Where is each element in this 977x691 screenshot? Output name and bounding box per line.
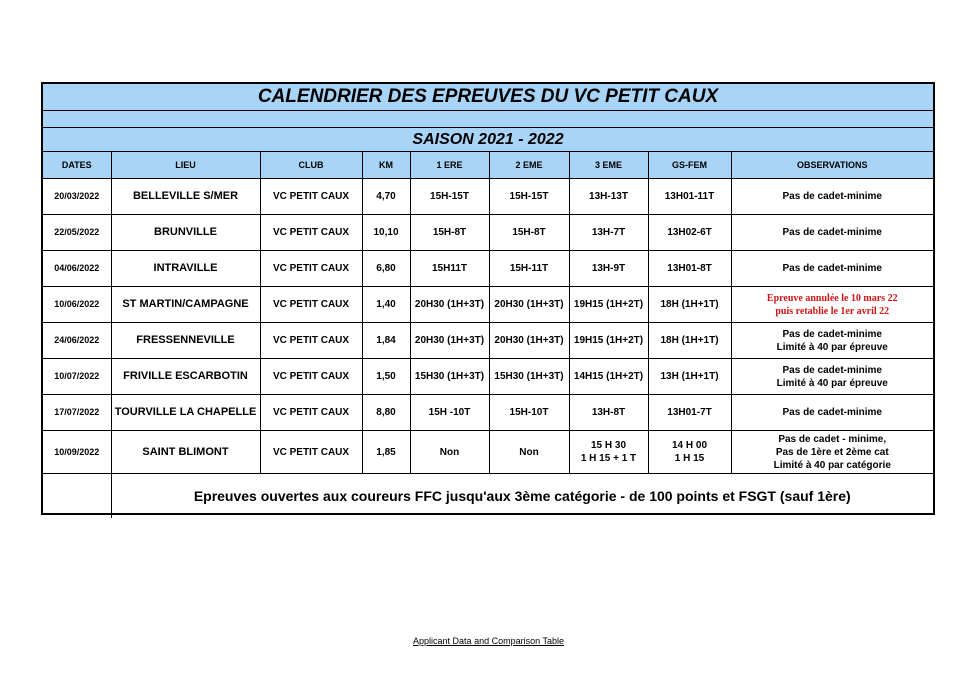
cell-observations: Pas de cadet-minime Limité à 40 par épreuve [731, 323, 933, 359]
col-header-observations: OBSERVATIONS [731, 152, 933, 179]
cell-date: 20/03/2022 [43, 179, 111, 215]
cell-observations: Pas de cadet - minime, Pas de 1ère et 2ème cat Limité à 40 par catégorie [731, 431, 933, 474]
table-row [43, 287, 933, 323]
title-spacer-band [43, 111, 933, 128]
cell-gsfem: 18H (1H+1T) [648, 323, 731, 359]
cell-gsfem: 18H (1H+1T) [648, 287, 731, 323]
cell-3eme: 19H15 (1H+2T) [569, 287, 648, 323]
cell-3eme: 15 H 30 1 H 15 + 1 T [569, 431, 648, 474]
cell-km: 6,80 [362, 251, 410, 287]
table-row [43, 323, 933, 359]
cell-3eme: 19H15 (1H+2T) [569, 323, 648, 359]
calendar-table [43, 152, 933, 518]
col-header-lieu: LIEU [111, 152, 260, 179]
cell-2eme: Non [489, 431, 569, 474]
page-title: CALENDRIER DES EPREUVES DU VC PETIT CAUX [43, 84, 933, 111]
cell-2eme: 15H-8T [489, 215, 569, 251]
col-header-club: CLUB [260, 152, 362, 179]
cell-date: 10/06/2022 [43, 287, 111, 323]
season-title: SAISON 2021 - 2022 [43, 128, 933, 152]
cell-observations-warning: Epreuve annulée le 10 mars 22 puis retablie le 1er avril 22 [731, 287, 933, 323]
cell-date: 10/09/2022 [43, 431, 111, 474]
cell-1ere: 15H30 (1H+3T) [410, 359, 489, 395]
cell-km: 1,85 [362, 431, 410, 474]
cell-lieu: TOURVILLE LA CHAPELLE [111, 395, 260, 431]
table-row [43, 395, 933, 431]
cell-lieu: INTRAVILLE [111, 251, 260, 287]
col-header-km: KM [362, 152, 410, 179]
cell-3eme: 13H-7T [569, 215, 648, 251]
cell-km: 4,70 [362, 179, 410, 215]
col-header-gsfem: GS-FEM [648, 152, 731, 179]
cell-club: VC PETIT CAUX [260, 251, 362, 287]
cell-km: 8,80 [362, 395, 410, 431]
cell-2eme: 20H30 (1H+3T) [489, 323, 569, 359]
cell-club: VC PETIT CAUX [260, 431, 362, 474]
cell-2eme: 15H30 (1H+3T) [489, 359, 569, 395]
cell-date: 17/07/2022 [43, 395, 111, 431]
cell-1ere: 15H-8T [410, 215, 489, 251]
cell-1ere: 20H30 (1H+3T) [410, 323, 489, 359]
footer-row [43, 474, 933, 519]
cell-date: 22/05/2022 [43, 215, 111, 251]
cell-lieu: FRIVILLE ESCARBOTIN [111, 359, 260, 395]
footer-empty-cell [43, 474, 111, 519]
cell-date: 24/06/2022 [43, 323, 111, 359]
cell-club: VC PETIT CAUX [260, 395, 362, 431]
cell-observations: Pas de cadet-minime [731, 395, 933, 431]
cell-1ere: 20H30 (1H+3T) [410, 287, 489, 323]
cell-km: 1,84 [362, 323, 410, 359]
cell-3eme: 13H-9T [569, 251, 648, 287]
cell-2eme: 15H-10T [489, 395, 569, 431]
cell-3eme: 13H-8T [569, 395, 648, 431]
cell-km: 10,10 [362, 215, 410, 251]
cell-observations: Pas de cadet-minime [731, 215, 933, 251]
cell-km: 1,40 [362, 287, 410, 323]
cell-observations: Pas de cadet-minime [731, 179, 933, 215]
cell-observations: Pas de cadet-minime Limité à 40 par épreuve [731, 359, 933, 395]
cell-gsfem: 14 H 00 1 H 15 [648, 431, 731, 474]
cell-gsfem: 13H02-6T [648, 215, 731, 251]
cell-gsfem: 13H01-11T [648, 179, 731, 215]
cell-gsfem: 13H01-7T [648, 395, 731, 431]
cell-gsfem: 13H01-8T [648, 251, 731, 287]
cell-lieu: BRUNVILLE [111, 215, 260, 251]
cell-lieu: ST MARTIN/CAMPAGNE [111, 287, 260, 323]
cell-1ere: 15H11T [410, 251, 489, 287]
table-row [43, 215, 933, 251]
table-row [43, 251, 933, 287]
footer-note: Epreuves ouvertes aux coureurs FFC jusqu'aux 3ème catégorie - de 100 points et FSGT (sauf 1ère) [111, 474, 933, 519]
cell-2eme: 15H-15T [489, 179, 569, 215]
calendar-sheet [41, 82, 935, 515]
cell-3eme: 13H-13T [569, 179, 648, 215]
cell-3eme: 14H15 (1H+2T) [569, 359, 648, 395]
cell-km: 1,50 [362, 359, 410, 395]
cell-1ere: 15H-15T [410, 179, 489, 215]
table-header-row [43, 152, 933, 179]
cell-club: VC PETIT CAUX [260, 179, 362, 215]
cell-club: VC PETIT CAUX [260, 359, 362, 395]
cell-date: 10/07/2022 [43, 359, 111, 395]
col-header-3eme: 3 EME [569, 152, 648, 179]
cell-lieu: BELLEVILLE S/MER [111, 179, 260, 215]
col-header-2eme: 2 EME [489, 152, 569, 179]
cell-club: VC PETIT CAUX [260, 287, 362, 323]
cell-1ere: Non [410, 431, 489, 474]
cell-club: VC PETIT CAUX [260, 215, 362, 251]
col-header-1ere: 1 ERE [410, 152, 489, 179]
bottom-link[interactable]: Applicant Data and Comparison Table [413, 636, 564, 646]
table-row [43, 359, 933, 395]
table-row [43, 431, 933, 474]
cell-club: VC PETIT CAUX [260, 323, 362, 359]
cell-date: 04/06/2022 [43, 251, 111, 287]
cell-2eme: 15H-11T [489, 251, 569, 287]
cell-1ere: 15H -10T [410, 395, 489, 431]
table-row [43, 179, 933, 215]
cell-lieu: FRESSENNEVILLE [111, 323, 260, 359]
col-header-dates: DATES [43, 152, 111, 179]
cell-2eme: 20H30 (1H+3T) [489, 287, 569, 323]
cell-gsfem: 13H (1H+1T) [648, 359, 731, 395]
cell-lieu: SAINT BLIMONT [111, 431, 260, 474]
cell-observations: Pas de cadet-minime [731, 251, 933, 287]
